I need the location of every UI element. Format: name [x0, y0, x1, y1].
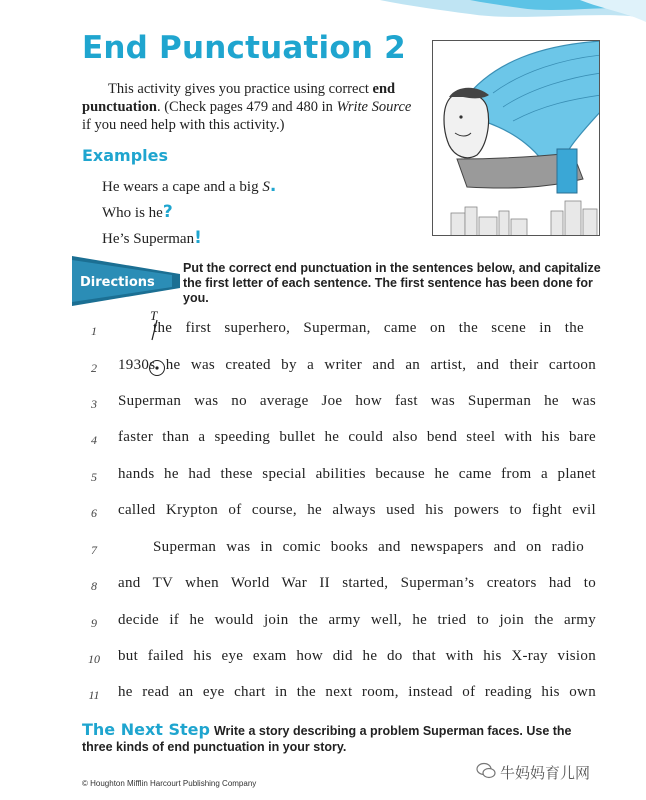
line-text: 1930s he was created by a writer and an artist, and their cartoon	[118, 357, 596, 373]
line-text: he read an eye chart in the next room, instead of reading his own	[118, 684, 596, 700]
exercise-line	[0, 575, 646, 597]
line-number: 4	[91, 433, 97, 447]
directions-label: Directions	[80, 275, 155, 290]
line-number: 8	[91, 579, 97, 593]
line-number: 9	[91, 616, 97, 630]
line-text: hands he had these special abilities because he came from a planet	[118, 466, 596, 482]
top-banner-decoration	[0, 0, 646, 30]
exercise-line	[0, 429, 646, 451]
line-number: 11	[88, 688, 100, 702]
line-number: 1	[91, 324, 97, 338]
page-title: End Punctuation 2	[82, 30, 406, 66]
period-mark: .	[269, 176, 277, 196]
line-number: 7	[91, 543, 97, 557]
exercise-line	[0, 539, 646, 561]
line-number: 10	[88, 652, 100, 666]
copyright-notice: © Houghton Mifflin Harcourt Publishing Company	[82, 779, 257, 788]
exercise-line	[0, 466, 646, 488]
line-number: 5	[91, 470, 97, 484]
examples-heading: Examples	[82, 146, 169, 165]
line-number: 2	[91, 361, 97, 375]
exercise-line	[0, 357, 646, 379]
exclamation-mark: !	[194, 228, 202, 248]
exercise-line	[0, 502, 646, 524]
example-statement: He wears a cape and a big S.	[102, 176, 277, 196]
exercise-line	[0, 612, 646, 634]
wechat-icon	[476, 762, 496, 780]
example-question: Who is he?	[102, 202, 173, 222]
next-step-section	[82, 722, 602, 755]
watermark-text: 牛妈妈育儿网	[500, 764, 591, 782]
line-text: but failed his eye exam how did he do that with his X-ray vision	[118, 648, 596, 664]
exercise-line	[0, 320, 646, 342]
line-text: faster than a speeding bullet he could also bend steel with his bare	[118, 429, 596, 445]
exercise-line	[0, 684, 646, 706]
question-mark: ?	[162, 202, 173, 222]
line-number: 3	[91, 397, 97, 411]
next-step-text: Write a story describing a problem Superman faces. Use the three kinds of end punctuation in your story.	[82, 724, 572, 754]
next-step-label: The Next Step	[82, 720, 210, 739]
intro-bold-term: end punctuation	[82, 81, 396, 115]
line-text: and TV when World War II started, Superman’s creators had to	[118, 575, 596, 591]
example-exclamation: He’s Superman!	[102, 228, 202, 248]
directions-text: Put the correct end punctuation in the sentences below, and capitalize the first letter of each sentence. The first sentence has been done for you.	[183, 261, 601, 305]
intro-paragraph: This activity gives you practice using correct end punctuation. (Check pages 479 and 480 in Write Source if you need help with this activity.)	[82, 81, 412, 133]
exercise-line	[0, 648, 646, 670]
line-text: Superman was no average Joe how fast was Superman he was	[118, 393, 596, 409]
exercise-line	[0, 393, 646, 415]
line-text: Superman was in comic books and newspapers and on radio	[153, 539, 584, 555]
line-text: called Krypton of course, he always used his powers to fight evil	[118, 502, 596, 518]
line-text: the first superhero, Superman, came on the scene in the	[153, 320, 584, 336]
capital-correction-letter: T	[150, 308, 158, 323]
intro-book-title: Write Source	[336, 99, 412, 115]
line-text: decide if he would join the army well, he tried to join the army	[118, 612, 596, 628]
directions-tab	[72, 256, 180, 306]
superman-illustration	[432, 40, 600, 236]
line-number: 6	[91, 506, 97, 520]
